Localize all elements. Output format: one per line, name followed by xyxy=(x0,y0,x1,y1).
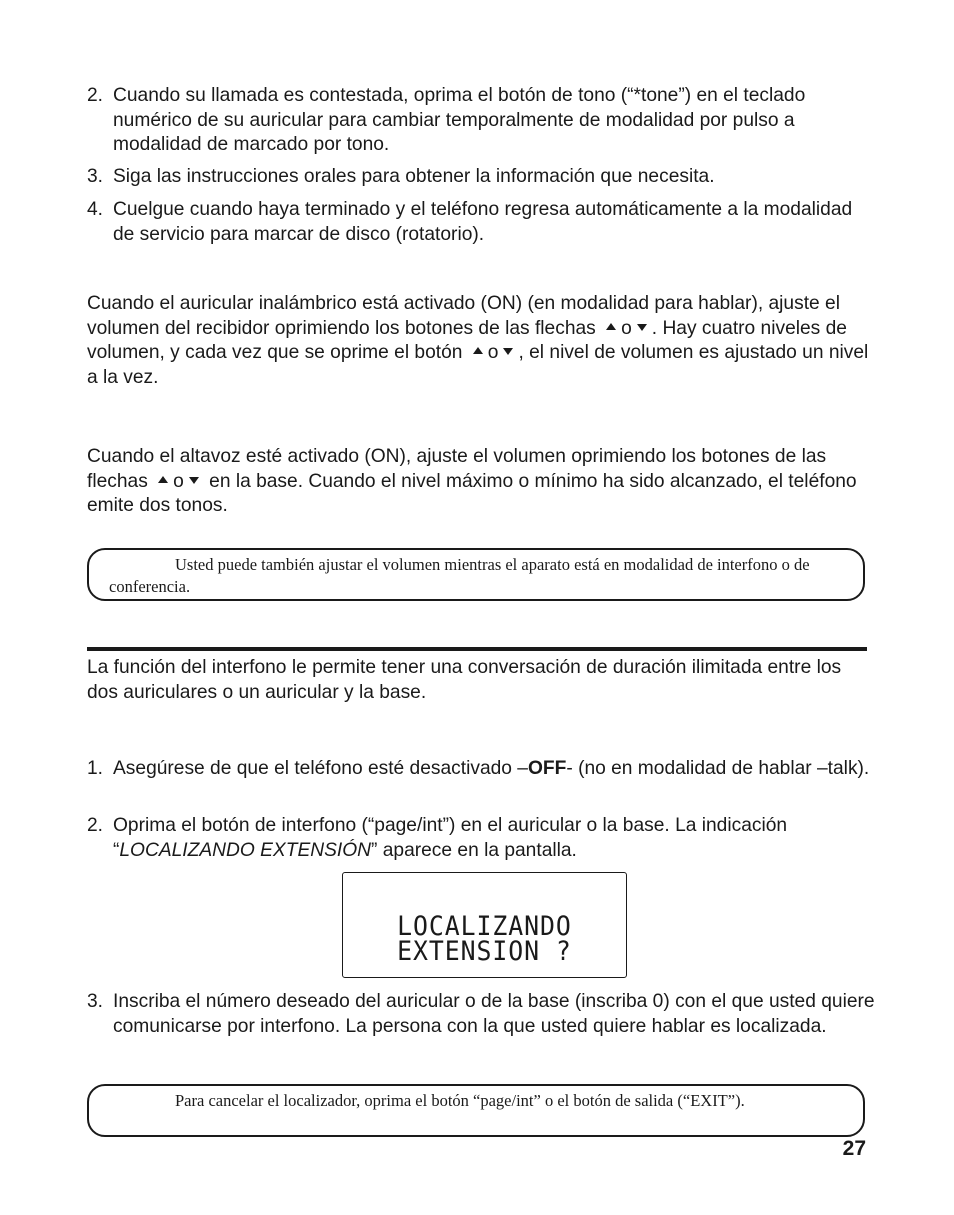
step-3-intercom xyxy=(87,990,877,1039)
text-segment: - (no en modalidad de hablar –talk). xyxy=(566,758,870,779)
note-box xyxy=(87,1084,865,1137)
note-text: Usted puede también ajustar el volumen mientras el aparato está en modalidad de interfono o de conferencia. xyxy=(109,555,810,596)
handset-volume-paragraph xyxy=(87,292,877,390)
up-arrow-icon xyxy=(606,323,616,330)
text-segment: . Hay cuatro niveles de volumen, y cada vez que se oprime el botón xyxy=(87,317,847,363)
off-label: OFF xyxy=(527,758,567,779)
step-text: Cuelgue cuando haya terminado y el teléfono regresa automáticamente a la modalidad de servicio para marcar de disco (rotatorio). xyxy=(113,199,853,245)
display-message: LOCALIZANDO EXTENSIÓN xyxy=(119,839,372,861)
lcd-line-2: EXTENSION ? xyxy=(397,936,572,967)
text-segment: o xyxy=(621,317,632,339)
lcd-line-1: LOCALIZANDO xyxy=(397,911,572,942)
text-segment: Oprima el botón de interfono (“page/int”) en el auricular o la base. La indicación “ xyxy=(113,815,788,861)
down-arrow-icon xyxy=(189,477,199,484)
text-segment: Cuando el altavoz esté activado (ON), ajuste el volumen oprimiendo los botones de las flechas xyxy=(87,446,827,492)
up-arrow-icon xyxy=(473,347,483,354)
step-text xyxy=(113,757,877,782)
section-divider xyxy=(87,647,867,651)
text-segment: Cuando el auricular inalámbrico está activado (ON) (en modalidad para hablar), ajuste el volumen del recibidor oprimiendo los botones de las flechas xyxy=(87,293,840,339)
step-3-top xyxy=(87,165,877,190)
text-segment: o xyxy=(173,470,184,492)
note-text: Para cancelar el localizador, oprima el botón “page/int” o el botón de salida (“EXIT”). xyxy=(175,1091,745,1110)
page-number: 27 xyxy=(842,1137,866,1160)
up-arrow-icon xyxy=(158,476,168,483)
text-segment: , el nivel de volumen es ajustado un nivel a la vez. xyxy=(87,342,869,388)
step-text: Siga las instrucciones orales para obtener la información que necesita. xyxy=(113,166,715,187)
step-number: 3. xyxy=(87,991,104,1012)
step-text: Inscriba el número deseado del auricular o de la base (inscriba 0) con el que usted quiere comunicarse por interfono. La persona con la que usted quiere hablar es localizada. xyxy=(113,991,875,1037)
text-segment: ” aparece en la pantalla. xyxy=(371,839,577,861)
step-number: 2. xyxy=(87,815,104,836)
step-4-top xyxy=(87,198,877,247)
speaker-volume-paragraph xyxy=(87,445,877,519)
step-2-intercom xyxy=(87,814,877,863)
text-segment: en la base. Cuando el nivel máximo o mínimo ha sido alcanzado, el teléfono emite dos tonos. xyxy=(87,470,857,516)
step-number: 4. xyxy=(87,199,104,220)
text-segment: Asegúrese de que el teléfono esté desactivado – xyxy=(113,758,528,779)
step-2-top xyxy=(87,84,877,158)
step-text xyxy=(113,814,877,863)
down-arrow-icon xyxy=(503,348,513,355)
step-number: 2. xyxy=(87,85,104,106)
text-segment: o xyxy=(487,342,499,363)
lcd-display xyxy=(342,872,627,978)
step-text: Cuando su llamada es contestada, oprima el botón de tono (“*tone”) en el teclado numérico de su auricular para cambiar temporalmente de modalidad por pulso a modalidad de marcado por tono. xyxy=(113,85,806,155)
step-number: 3. xyxy=(87,166,104,187)
step-number: 1. xyxy=(87,758,104,779)
step-1-intercom xyxy=(87,757,877,782)
down-arrow-icon xyxy=(637,324,647,331)
note-box xyxy=(87,548,865,601)
intercom-intro: La función del interfono le permite tener una conversación de duración ilimitada entre los dos auriculares o un auricular y la base. xyxy=(87,657,842,703)
